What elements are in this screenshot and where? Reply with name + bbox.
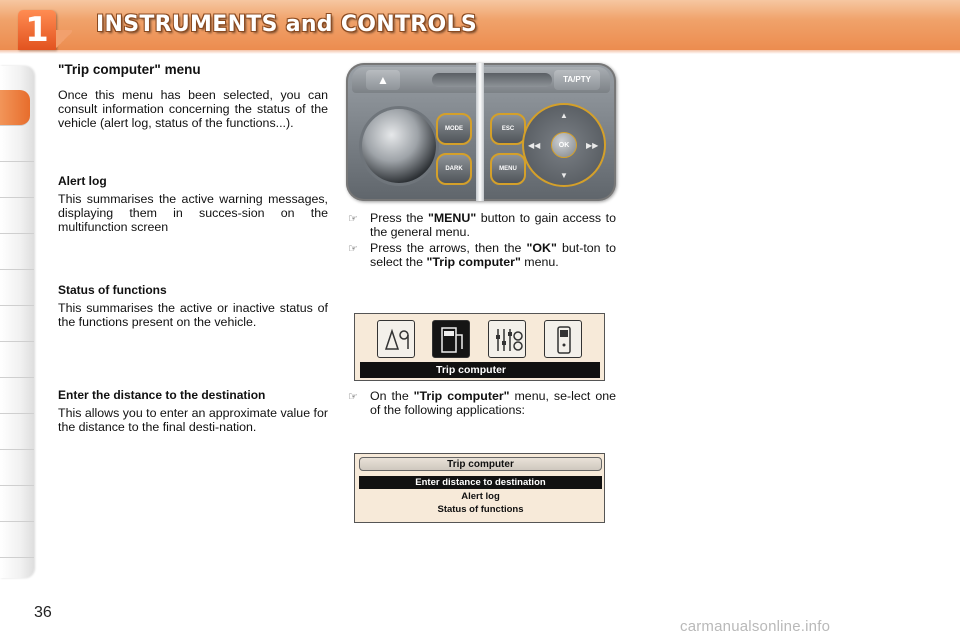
pointing-hand-icon: ☞ <box>348 243 358 255</box>
selected-menu-label: Trip computer <box>360 362 600 378</box>
navigation-pad[interactable] <box>522 103 606 187</box>
side-tab[interactable] <box>0 378 34 414</box>
page-number: 36 <box>34 604 52 621</box>
trip-computer-screen-title: Trip computer <box>359 457 602 471</box>
chapter-side-tabs <box>0 66 34 578</box>
menu-item-status-functions[interactable]: Status of functions <box>437 504 524 515</box>
side-tab[interactable] <box>0 162 34 198</box>
page-title: INSTRUMENTS and CONTROLS <box>96 12 477 37</box>
dark-button[interactable]: DARK <box>436 153 472 185</box>
mode-button[interactable]: MODE <box>436 113 472 145</box>
ta-pty-button[interactable]: TA/PTY <box>554 70 600 90</box>
menu-button[interactable]: MENU <box>490 153 526 185</box>
side-tab[interactable] <box>0 342 34 378</box>
general-menu-screen <box>354 313 605 381</box>
eject-button[interactable]: ▲ <box>366 70 400 90</box>
pointing-hand-icon: ☞ <box>348 213 358 225</box>
side-tab[interactable] <box>0 198 34 234</box>
enter-distance-block <box>58 388 328 434</box>
side-tab[interactable] <box>0 270 34 306</box>
trip-computer-menu-icon[interactable] <box>432 320 470 358</box>
side-tab[interactable] <box>0 234 34 270</box>
side-tab-active[interactable] <box>0 90 30 126</box>
section-title: "Trip computer" menu <box>58 62 201 77</box>
side-tab[interactable] <box>0 522 34 558</box>
arrow-left-icon[interactable]: ◀◀ <box>528 141 541 150</box>
menu-item-alert-log[interactable]: Alert log <box>461 491 500 502</box>
menu-item-enter-distance[interactable]: Enter distance to destination <box>359 476 602 489</box>
cd-slot <box>432 73 552 87</box>
audio-menu-icon[interactable] <box>377 320 415 358</box>
chapter-badge-tail <box>56 30 72 50</box>
arrow-down-icon[interactable]: ▼ <box>560 171 568 180</box>
alert-log-title: Alert log <box>58 174 107 188</box>
instruction-trip-menu: ☞ On the "Trip computer" menu, se-lect one of the following applications: <box>348 389 616 417</box>
arrow-up-icon[interactable]: ▲ <box>560 111 568 120</box>
watermark: carmanualsonline.info <box>680 618 831 635</box>
intro-paragraph: Once this menu has been selected, you can consult information concerning the status of the vehicle (alert log, status of the functions...). <box>58 88 328 130</box>
settings-menu-icon[interactable] <box>488 320 526 358</box>
status-functions-block <box>58 283 328 329</box>
trip-computer-screen <box>354 453 605 523</box>
side-tab[interactable] <box>0 450 34 486</box>
side-tab[interactable] <box>0 126 34 162</box>
pointing-hand-icon: ☞ <box>348 391 358 403</box>
page-header <box>0 0 960 50</box>
instruction-ok: ☞ Press the arrows, then the "OK" but-ton to select the "Trip computer" menu. <box>348 241 617 269</box>
enter-distance-title: Enter the distance to the destination <box>58 388 266 402</box>
chapter-badge: 1 <box>18 10 56 50</box>
alert-log-text: This summarises the active warning messages, displaying them in succes-sion on the multifunction screen <box>58 192 328 234</box>
side-tab[interactable] <box>0 306 34 342</box>
panel-divider <box>476 63 484 201</box>
enter-distance-text: This allows you to enter an approximate value for the distance to the final desti-nation. <box>58 406 328 434</box>
status-functions-text: This summarises the active or inactive status of the functions present on the vehicle. <box>58 301 328 329</box>
status-functions-title: Status of functions <box>58 283 167 297</box>
volume-knob[interactable] <box>362 109 436 183</box>
alert-log-block <box>58 174 328 234</box>
audio-control-panel <box>346 63 616 201</box>
side-tab[interactable] <box>0 414 34 450</box>
arrow-right-icon[interactable]: ▶▶ <box>586 141 599 150</box>
ok-button[interactable]: OK <box>551 132 577 158</box>
telephone-menu-icon[interactable] <box>544 320 582 358</box>
instruction-list <box>348 211 616 269</box>
instruction-menu: ☞ Press the "MENU" button to gain access to the general menu. <box>348 211 616 239</box>
side-tab[interactable] <box>0 486 34 522</box>
esc-button[interactable]: ESC <box>490 113 526 145</box>
